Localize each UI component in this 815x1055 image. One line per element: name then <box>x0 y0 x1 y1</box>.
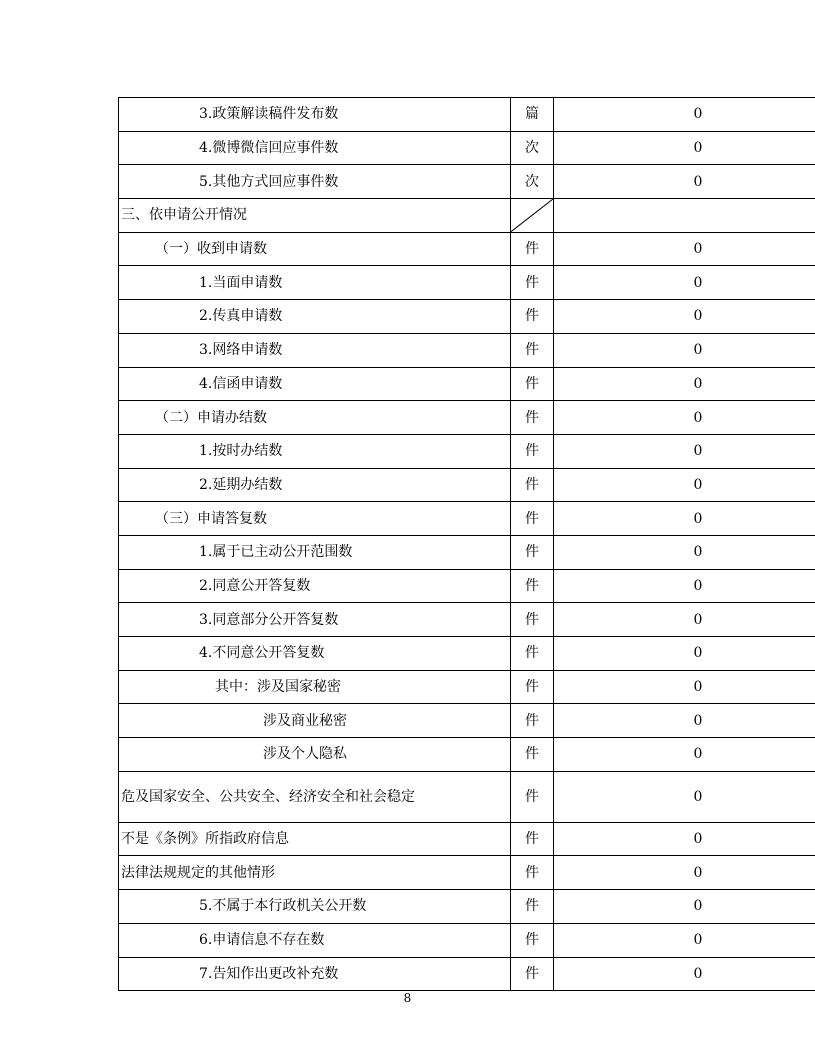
row-value: 0 <box>554 771 815 822</box>
row-unit: 件 <box>511 569 554 603</box>
row-value: 0 <box>554 300 815 334</box>
table-row <box>119 637 815 671</box>
row-label: 其中：涉及国家秘密 <box>119 670 511 704</box>
row-label: 1.按时办结数 <box>119 434 511 468</box>
row-unit: 件 <box>511 232 554 266</box>
row-value: 0 <box>554 434 815 468</box>
row-unit: 次 <box>511 165 554 199</box>
table-row <box>119 569 815 603</box>
row-label: （三）申请答复数 <box>119 502 511 536</box>
row-label: 2.传真申请数 <box>119 300 511 334</box>
table-row <box>119 434 815 468</box>
table-row <box>119 738 815 772</box>
row-unit: 件 <box>511 603 554 637</box>
row-unit: 件 <box>511 890 554 924</box>
row-value: 0 <box>554 165 815 199</box>
row-value: 0 <box>554 704 815 738</box>
row-value: 0 <box>554 890 815 924</box>
row-label: 4.不同意公开答复数 <box>119 637 511 671</box>
row-unit: 件 <box>511 822 554 856</box>
row-unit: 件 <box>511 367 554 401</box>
row-unit: 件 <box>511 434 554 468</box>
row-label: 4.信函申请数 <box>119 367 511 401</box>
row-value: 0 <box>554 957 815 991</box>
table-row <box>119 603 815 637</box>
row-value: 0 <box>554 603 815 637</box>
table-row <box>119 856 815 890</box>
row-unit: 件 <box>511 468 554 502</box>
row-unit: 篇 <box>511 98 554 132</box>
row-value: 0 <box>554 923 815 957</box>
table-row <box>119 131 815 165</box>
row-value: 0 <box>554 232 815 266</box>
row-unit: 件 <box>511 856 554 890</box>
row-unit: 件 <box>511 266 554 300</box>
row-value: 0 <box>554 98 815 132</box>
row-label: （一）收到申请数 <box>119 232 511 266</box>
diagonal-line-icon <box>511 199 553 232</box>
row-label: 7.告知作出更改补充数 <box>119 957 511 991</box>
table-row <box>119 401 815 435</box>
row-value: 0 <box>554 670 815 704</box>
table-row <box>119 300 815 334</box>
row-unit: 件 <box>511 535 554 569</box>
row-label: 1.当面申请数 <box>119 266 511 300</box>
table-row <box>119 333 815 367</box>
table-row <box>119 502 815 536</box>
page-number: 8 <box>403 991 412 1005</box>
row-value: 0 <box>554 569 815 603</box>
table-row <box>119 98 815 132</box>
table-row <box>119 367 815 401</box>
row-label: 3.网络申请数 <box>119 333 511 367</box>
row-unit: 件 <box>511 704 554 738</box>
row-unit: 件 <box>511 637 554 671</box>
diagonal-slash-cell <box>511 199 554 233</box>
row-label: 涉及个人隐私 <box>119 738 511 772</box>
row-value: 0 <box>554 131 815 165</box>
row-value: 0 <box>554 856 815 890</box>
table-row <box>119 232 815 266</box>
table-row <box>119 670 815 704</box>
row-unit: 件 <box>511 502 554 536</box>
table-row <box>119 266 815 300</box>
table-row <box>119 165 815 199</box>
table-row <box>119 468 815 502</box>
row-unit: 件 <box>511 923 554 957</box>
row-label: 1.属于已主动公开范围数 <box>119 535 511 569</box>
row-unit: 件 <box>511 670 554 704</box>
table-row <box>119 822 815 856</box>
table-row <box>119 771 815 822</box>
row-value: 0 <box>554 401 815 435</box>
row-value: 0 <box>554 333 815 367</box>
row-value: 0 <box>554 535 815 569</box>
row-label: 3.政策解读稿件发布数 <box>119 98 511 132</box>
row-label: 危及国家安全、公共安全、经济安全和社会稳定 <box>119 771 511 822</box>
row-unit: 件 <box>511 771 554 822</box>
row-value: 0 <box>554 502 815 536</box>
row-label: 法律法规规定的其他情形 <box>119 856 511 890</box>
table-row <box>119 704 815 738</box>
statistics-table <box>118 97 815 991</box>
row-value: 0 <box>554 468 815 502</box>
row-label: 5.不属于本行政机关公开数 <box>119 890 511 924</box>
row-unit: 件 <box>511 738 554 772</box>
row-unit: 次 <box>511 131 554 165</box>
row-label: 不是《条例》所指政府信息 <box>119 822 511 856</box>
table-row <box>119 923 815 957</box>
row-value: 0 <box>554 822 815 856</box>
row-label: （二）申请办结数 <box>119 401 511 435</box>
row-label: 2.延期办结数 <box>119 468 511 502</box>
section-title: 三、依申请公开情况 <box>119 199 511 233</box>
row-value: 0 <box>554 266 815 300</box>
section-header-row <box>119 199 815 233</box>
table-row <box>119 890 815 924</box>
table-row <box>119 957 815 991</box>
row-unit: 件 <box>511 957 554 991</box>
row-unit: 件 <box>511 333 554 367</box>
row-label: 涉及商业秘密 <box>119 704 511 738</box>
row-label: 3.同意部分公开答复数 <box>119 603 511 637</box>
row-value: 0 <box>554 738 815 772</box>
table-row <box>119 535 815 569</box>
row-unit: 件 <box>511 300 554 334</box>
row-value <box>554 199 815 233</box>
row-value: 0 <box>554 367 815 401</box>
row-value: 0 <box>554 637 815 671</box>
row-label: 2.同意公开答复数 <box>119 569 511 603</box>
row-unit: 件 <box>511 401 554 435</box>
row-label: 5.其他方式回应事件数 <box>119 165 511 199</box>
row-label: 6.申请信息不存在数 <box>119 923 511 957</box>
row-label: 4.微博微信回应事件数 <box>119 131 511 165</box>
